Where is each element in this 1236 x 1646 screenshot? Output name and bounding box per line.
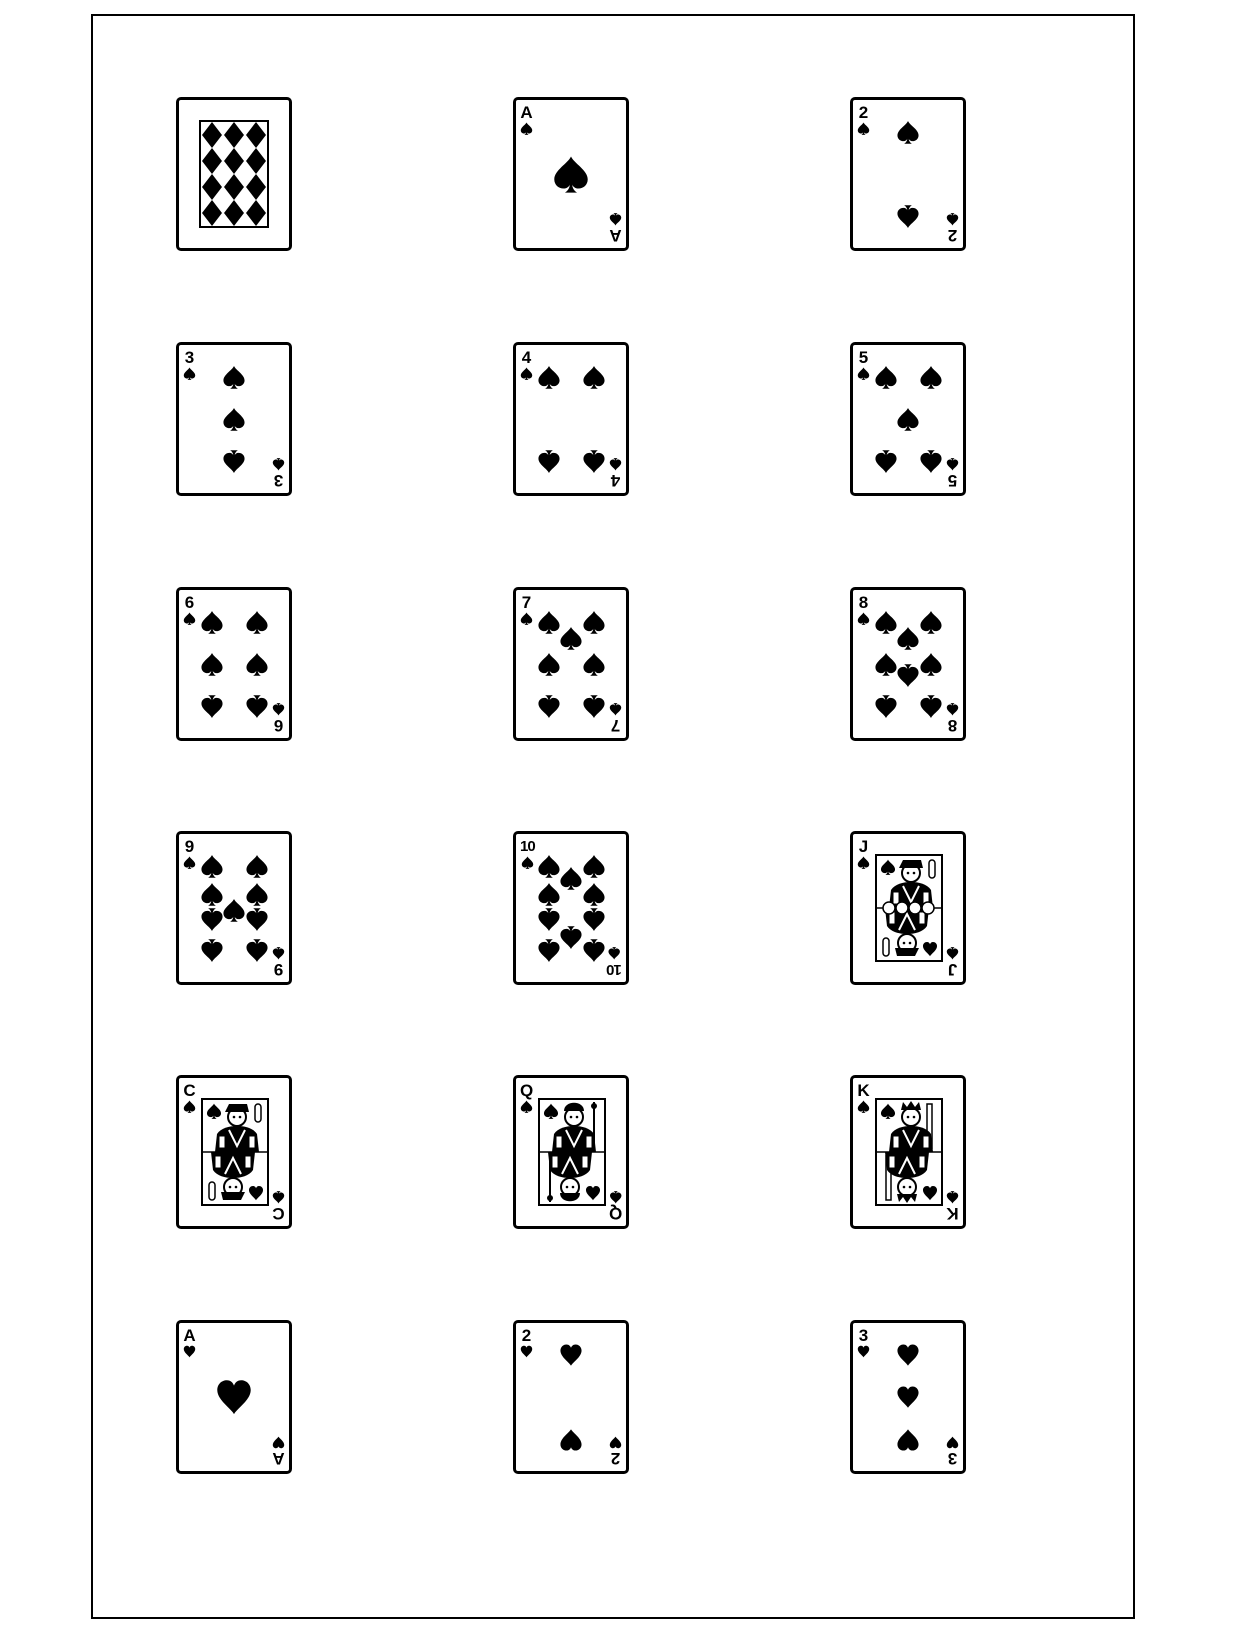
card-rank: 5 xyxy=(858,348,869,367)
corner-heart-icon xyxy=(857,1345,870,1358)
corner-index-top xyxy=(857,349,870,380)
card-rank: 8 xyxy=(947,716,958,735)
corner-index-bottom xyxy=(946,213,959,244)
card-rank: 10 xyxy=(607,961,622,978)
corner-index-top xyxy=(183,594,196,625)
corner-spade-icon xyxy=(857,856,870,869)
pip-spade-icon xyxy=(537,939,561,963)
queen-figure-icon xyxy=(538,1098,606,1206)
card-2-of-spades[interactable] xyxy=(850,97,966,251)
card-rank: 3 xyxy=(184,348,195,367)
card-10-of-spades[interactable] xyxy=(513,831,629,985)
card-8-of-spades[interactable] xyxy=(850,587,966,741)
corner-spade-icon xyxy=(272,947,285,960)
pip-spade-icon xyxy=(874,695,898,719)
card-rank: 7 xyxy=(610,716,621,735)
corner-spade-icon xyxy=(521,856,534,869)
corner-spade-icon xyxy=(946,947,959,960)
pip-spade-icon xyxy=(919,610,943,634)
pip-spade-icon xyxy=(559,926,583,950)
card-rank: J xyxy=(858,837,869,856)
card-4-of-spades[interactable] xyxy=(513,342,629,496)
corner-index-bottom xyxy=(609,1191,622,1222)
card-3-of-spades[interactable] xyxy=(176,342,292,496)
pip-spade-icon xyxy=(582,939,606,963)
pip-spade-icon xyxy=(874,652,898,676)
pip-heart-icon xyxy=(896,1428,920,1452)
card-rank: 3 xyxy=(273,471,284,490)
corner-heart-icon xyxy=(272,1436,285,1449)
corner-index-top xyxy=(857,838,870,869)
card-rank: J xyxy=(947,960,958,979)
card-rank: K xyxy=(857,1081,870,1100)
card-rank: 4 xyxy=(610,471,621,490)
corner-index-top xyxy=(520,838,535,869)
corner-spade-icon xyxy=(946,1191,959,1204)
corner-spade-icon xyxy=(183,367,196,380)
corner-spade-icon xyxy=(183,856,196,869)
figure-heart-icon xyxy=(248,1185,264,1201)
card-rank: 8 xyxy=(858,593,869,612)
pip-spade-icon xyxy=(200,652,224,676)
pip-spade-icon xyxy=(200,882,224,906)
pip-spade-icon xyxy=(222,407,246,431)
pip-spade-icon xyxy=(582,450,606,474)
card-rank: 3 xyxy=(947,1449,958,1468)
card-sheet xyxy=(91,14,1135,1619)
figure-heart-icon xyxy=(922,1185,938,1201)
corner-index-top xyxy=(857,594,870,625)
corner-index-bottom xyxy=(272,947,285,978)
card-9-of-spades[interactable] xyxy=(176,831,292,985)
corner-index-top xyxy=(520,349,533,380)
pip-spade-icon xyxy=(582,908,606,932)
pip-spade-icon xyxy=(245,939,269,963)
pip-spade-icon xyxy=(537,610,561,634)
pip-spade-icon xyxy=(245,695,269,719)
corner-index-top xyxy=(520,104,533,135)
jack-figure-icon xyxy=(875,854,943,962)
corner-index-bottom xyxy=(609,458,622,489)
card-c-of-spades[interactable] xyxy=(176,1075,292,1229)
corner-heart-icon xyxy=(520,1345,533,1358)
card-rank: 6 xyxy=(184,593,195,612)
card-rank: 4 xyxy=(521,348,532,367)
king-figure-icon xyxy=(875,1098,943,1206)
diamond-pattern-card-back xyxy=(199,120,269,228)
corner-spade-icon xyxy=(946,703,959,716)
corner-spade-icon xyxy=(946,458,959,471)
pip-spade-icon xyxy=(896,120,920,144)
center-spade-icon xyxy=(552,155,590,193)
pip-spade-icon xyxy=(245,854,269,878)
corner-index-bottom xyxy=(946,458,959,489)
figure-spade-icon xyxy=(206,1103,222,1119)
pip-spade-icon xyxy=(200,610,224,634)
corner-spade-icon xyxy=(609,213,622,226)
pip-heart-icon xyxy=(896,1343,920,1367)
pip-spade-icon xyxy=(537,695,561,719)
card-rank: 2 xyxy=(610,1449,621,1468)
card-rank: A xyxy=(520,103,533,122)
pip-spade-icon xyxy=(537,854,561,878)
pip-spade-icon xyxy=(537,450,561,474)
corner-index-bottom xyxy=(272,703,285,734)
card-j-of-spades[interactable] xyxy=(850,831,966,985)
corner-index-top xyxy=(183,1082,196,1113)
pip-spade-icon xyxy=(200,854,224,878)
pip-spade-icon xyxy=(582,854,606,878)
card-3-of-hearts[interactable] xyxy=(850,1320,966,1474)
corner-heart-icon xyxy=(183,1345,196,1358)
card-rank: 2 xyxy=(521,1326,532,1345)
corner-spade-icon xyxy=(183,1100,196,1113)
pip-spade-icon xyxy=(582,365,606,389)
corner-index-top xyxy=(183,1327,196,1358)
card-6-of-spades[interactable] xyxy=(176,587,292,741)
corner-spade-icon xyxy=(608,947,621,960)
corner-spade-icon xyxy=(857,122,870,135)
card-k-of-spades[interactable] xyxy=(850,1075,966,1229)
card-rank: K xyxy=(946,1204,959,1223)
pip-spade-icon xyxy=(245,610,269,634)
corner-spade-icon xyxy=(272,458,285,471)
pip-spade-icon xyxy=(245,882,269,906)
pip-spade-icon xyxy=(200,939,224,963)
corner-spade-icon xyxy=(946,213,959,226)
corner-spade-icon xyxy=(272,1191,285,1204)
pip-spade-icon xyxy=(537,652,561,676)
corner-spade-icon xyxy=(857,1100,870,1113)
corner-spade-icon xyxy=(272,703,285,716)
corner-index-bottom xyxy=(607,947,622,978)
corner-index-bottom xyxy=(946,947,959,978)
card-rank: 5 xyxy=(947,471,958,490)
corner-spade-icon xyxy=(857,612,870,625)
pip-spade-icon xyxy=(537,882,561,906)
corner-index-top xyxy=(520,1327,533,1358)
center-heart-icon xyxy=(215,1378,253,1416)
pip-spade-icon xyxy=(245,908,269,932)
card-q-of-spades[interactable] xyxy=(513,1075,629,1229)
card-rank: C xyxy=(183,1081,196,1100)
pip-spade-icon xyxy=(200,908,224,932)
card-rank: A xyxy=(272,1449,285,1468)
corner-index-top xyxy=(183,349,196,380)
pip-spade-icon xyxy=(582,610,606,634)
pip-spade-icon xyxy=(874,450,898,474)
pip-spade-icon xyxy=(222,450,246,474)
pip-spade-icon xyxy=(874,610,898,634)
card-back[interactable] xyxy=(176,97,292,251)
figure-spade-icon xyxy=(880,1103,896,1119)
pip-spade-icon xyxy=(896,205,920,229)
figure-spade-icon xyxy=(880,859,896,875)
corner-spade-icon xyxy=(520,1100,533,1113)
pip-spade-icon xyxy=(582,695,606,719)
card-rank: 2 xyxy=(858,103,869,122)
corner-index-top xyxy=(520,594,533,625)
corner-spade-icon xyxy=(857,367,870,380)
pip-spade-icon xyxy=(222,898,246,922)
pip-spade-icon xyxy=(896,407,920,431)
card-a-of-spades[interactable] xyxy=(513,97,629,251)
pip-spade-icon xyxy=(919,695,943,719)
corner-spade-icon xyxy=(609,1191,622,1204)
corner-index-bottom xyxy=(609,703,622,734)
card-a-of-hearts[interactable] xyxy=(176,1320,292,1474)
pip-spade-icon xyxy=(559,626,583,650)
card-5-of-spades[interactable] xyxy=(850,342,966,496)
pip-spade-icon xyxy=(896,626,920,650)
card-rank: A xyxy=(609,226,622,245)
corner-index-bottom xyxy=(272,1191,285,1222)
corner-index-top xyxy=(520,1082,533,1113)
card-rank: Q xyxy=(520,1081,534,1100)
card-2-of-hearts[interactable] xyxy=(513,1320,629,1474)
corner-index-bottom xyxy=(609,1436,622,1467)
pip-heart-icon xyxy=(559,1428,583,1452)
corner-spade-icon xyxy=(609,703,622,716)
pip-spade-icon xyxy=(559,866,583,890)
pip-spade-icon xyxy=(245,652,269,676)
card-rank: Q xyxy=(608,1204,622,1223)
pip-spade-icon xyxy=(200,695,224,719)
pip-heart-icon xyxy=(896,1385,920,1409)
pip-spade-icon xyxy=(537,908,561,932)
pip-spade-icon xyxy=(874,365,898,389)
card-rank: 9 xyxy=(273,960,284,979)
corner-index-top xyxy=(857,1082,870,1113)
figure-heart-icon xyxy=(585,1185,601,1201)
card-rank: 6 xyxy=(273,716,284,735)
corner-spade-icon xyxy=(520,612,533,625)
pip-spade-icon xyxy=(222,365,246,389)
corner-index-top xyxy=(857,1327,870,1358)
corner-index-bottom xyxy=(946,703,959,734)
corner-index-bottom xyxy=(946,1436,959,1467)
corner-index-bottom xyxy=(609,213,622,244)
card-rank: 9 xyxy=(184,837,195,856)
corner-index-top xyxy=(857,104,870,135)
knight-figure-icon xyxy=(201,1098,269,1206)
card-rank: 2 xyxy=(947,226,958,245)
pip-spade-icon xyxy=(582,652,606,676)
pip-spade-icon xyxy=(896,664,920,688)
pip-heart-icon xyxy=(559,1343,583,1367)
pip-spade-icon xyxy=(582,882,606,906)
card-rank: 10 xyxy=(520,838,535,855)
corner-heart-icon xyxy=(946,1436,959,1449)
card-rank: 7 xyxy=(521,593,532,612)
corner-spade-icon xyxy=(183,612,196,625)
card-rank: C xyxy=(272,1204,285,1223)
corner-spade-icon xyxy=(520,367,533,380)
pip-spade-icon xyxy=(919,652,943,676)
corner-heart-icon xyxy=(609,1436,622,1449)
figure-heart-icon xyxy=(922,941,938,957)
corner-index-bottom xyxy=(272,458,285,489)
card-rank: A xyxy=(183,1326,196,1345)
corner-index-bottom xyxy=(272,1436,285,1467)
corner-spade-icon xyxy=(609,458,622,471)
pip-spade-icon xyxy=(919,365,943,389)
card-rank: 3 xyxy=(858,1326,869,1345)
corner-spade-icon xyxy=(520,122,533,135)
corner-index-bottom xyxy=(946,1191,959,1222)
pip-spade-icon xyxy=(919,450,943,474)
pip-spade-icon xyxy=(537,365,561,389)
corner-index-top xyxy=(183,838,196,869)
figure-spade-icon xyxy=(543,1103,559,1119)
card-7-of-spades[interactable] xyxy=(513,587,629,741)
